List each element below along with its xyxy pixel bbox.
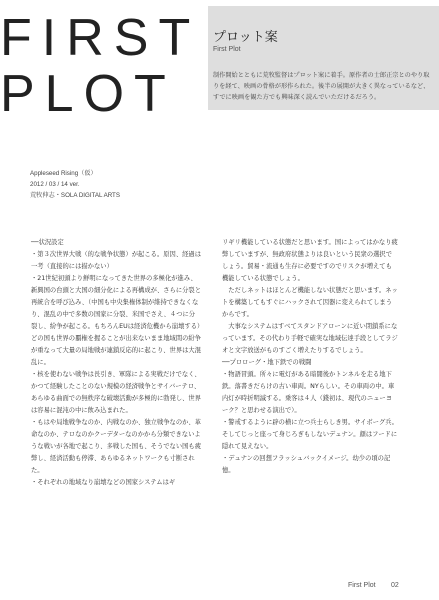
footer-label: First Plot: [348, 582, 376, 589]
title-plot: PLOT: [0, 65, 176, 123]
meta-author: 荒牧伸志・SOLA DIGITAL ARTS: [30, 192, 120, 199]
left-paragraph: ──状況設定: [31, 239, 64, 246]
left-paragraph: ・それぞれの地域なり崩壊などの国家システムはギ: [31, 479, 176, 486]
right-paragraph: ただしネットはほとんど機能しない状態だと思います。ネットを構築してもすぐにハックされて因器に変えられてしまうからです。: [222, 287, 398, 318]
right-paragraph: ──プロローグ・地下鉄での戦闘: [222, 359, 312, 366]
right-column: [222, 237, 398, 477]
meta-title: Appleseed Rising（仮）: [30, 170, 97, 177]
title-first: FIRST: [0, 9, 201, 67]
right-paragraph: ・警戒するように辟の横に立つ兵士らしき男。サイボーグ兵。そしてじっと座って身じろぎもしないデュナン。顔はフードに隠れて見えない。: [222, 419, 398, 450]
right-paragraph: ・物語冒頭。所々に電灯がある暗闇後かトンネルを走る地下鉄。落書きだらけの古い車両。NYらしい。その車両の中。車内灯が時折明滅する。乗客は４人（錢初は、現代のニューヨーク？と思わせる演出で）。: [222, 371, 395, 414]
meta-version: 2012 / 03 / 14 ver.: [30, 181, 80, 188]
right-paragraph: リギリ機能している状態だと思います。国によってはかなり疲弊していますが、無政府状態よりは良いという民衆の選択でしょう。貿易・流通も生存に必要ですのでリスクが増えても機能している状態でしょう。: [222, 239, 398, 282]
intro-text: 制作開始とともに荒牧監督はプロット案に着手。原作者の士郎正宗とのやり取りを経て、映画の骨格が形作られた。後半の展開が大きく異なっているなど、すでに映画を観た方でも興味深く読んでいただけるだろう。: [213, 72, 430, 101]
document-meta: [30, 168, 120, 201]
page-number: 02: [391, 582, 399, 589]
right-paragraph: ・デュナンの回想フラッシュバックイメージ。幼少の頃の記憶。: [222, 455, 391, 474]
panel-subtitle: First Plot: [213, 46, 241, 53]
left-paragraph: ・核を使わない戦争は長引き、軍隊による実戦だけでなく、かつて経験したことのない規模の経済戦争とサイバーテロ、あらゆる曲面での無秩序な破壊活動が多極的に勃発し、世界は容易に混沌の中に飲み込まれた。: [31, 371, 202, 414]
left-paragraph: ・21世紀初頭より鮮明になってきた世界の多極化が進み、新興国の台頭と大国の細分化による再構成が、さらに分裂と再統合を呼び込み、（中国も中央集権体制が維持できなくなり、混乱の中で多数の国家に分裂、米国でさえ、４つに分裂し、紛争が起こる。もちろんEUは経済危機から崩壊する）どの国も世界の覇権を握ることが出来ないまま地域間の紛争が重なって大量の局地戦が連鎖反応的に起こり、世界は大混乱に。: [31, 275, 202, 366]
left-paragraph: ・第３次世界大戦（的な戦争状態）が起こる。原因、経過は一考（直接的には描かない）: [31, 251, 202, 270]
left-column: [31, 237, 201, 489]
left-paragraph: ・もはや局地戦争なのか、内戦なのか、独立戦争なのか、革命なのか、テロなのかクーデターなのかから分類できないような戦いが各地で起こり、多戦した国も、そうでない国も疲弊し、経済活動も停滞、あらゆるネットワークも寸断された。: [31, 419, 202, 474]
right-paragraph: 大事なシステムはすべてスタンドアローンに近い閉鎖系になっています。その代わり手軽で確実な地域伝達手段としてラジオと文字放送がものすごく増えたりするでしょう。: [222, 323, 398, 354]
panel-title: プロット案: [213, 30, 278, 45]
